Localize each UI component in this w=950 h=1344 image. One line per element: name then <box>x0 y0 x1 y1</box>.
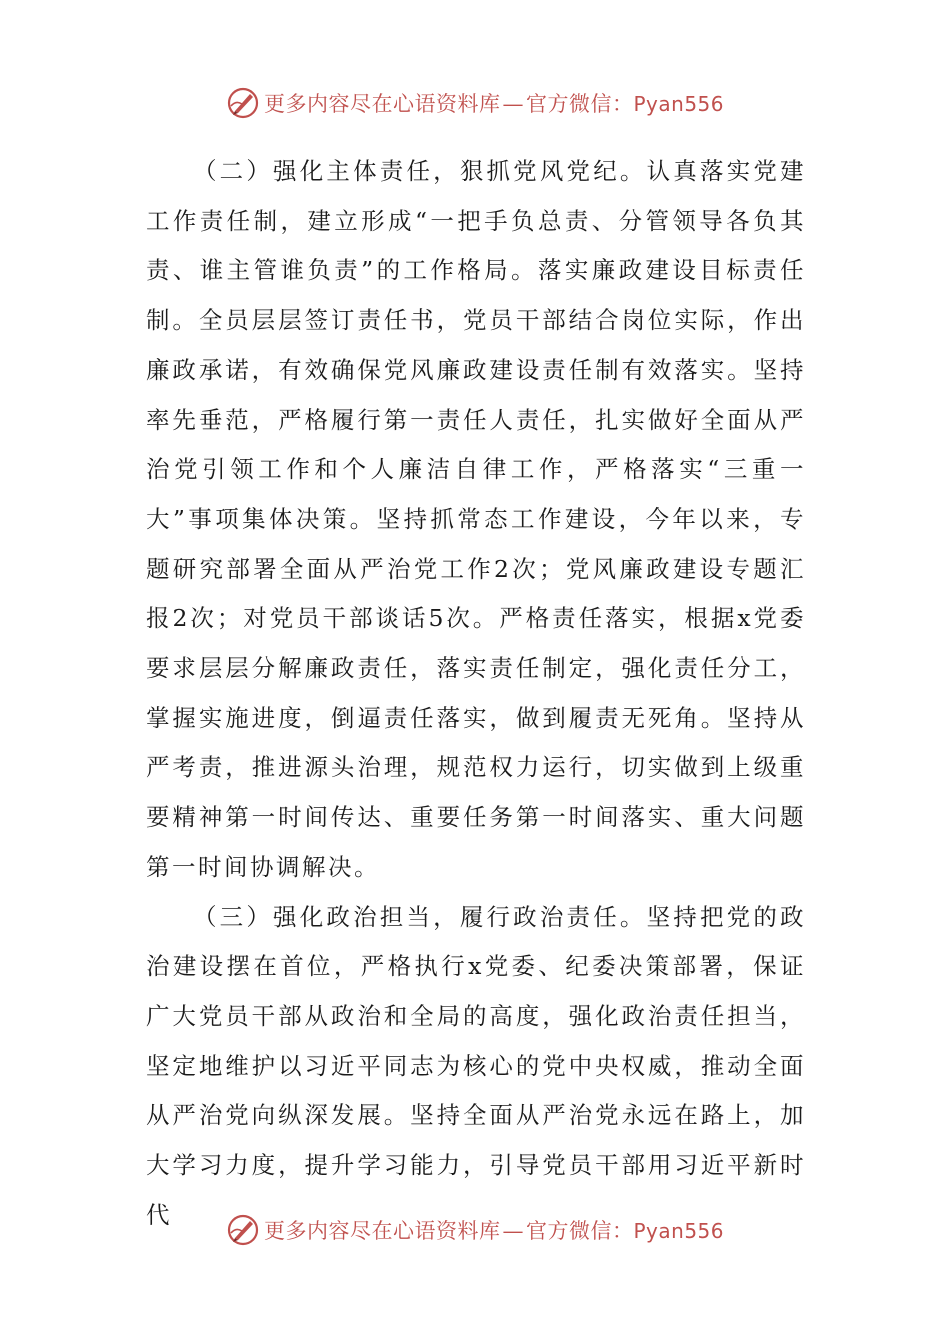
document-body <box>146 147 806 1240</box>
footer-watermark <box>0 1207 950 1253</box>
paragraph-section-3: （三）强化政治担当，履行政治责任。坚持把党的政治建设摆在首位，严格执行x党委、纪委决策部署，保证广大党员干部从政治和全局的高度，强化政治责任担当，坚定地维护以习近平同志为核心的党中央权威，推动全面从严治党向纵深发展。坚持全面从严治党永远在路上，加大学习力度，提升学习能力，引导党员干部用习近平新时代 <box>146 902 806 1229</box>
watermark-wechat-id: Pyan556 <box>633 92 724 116</box>
watermark-separator: — <box>502 1219 524 1243</box>
pen-logo-icon <box>226 86 260 120</box>
header-watermark <box>0 80 950 126</box>
watermark-separator: — <box>502 92 524 116</box>
watermark-wechat-label: 官方微信： <box>525 1219 634 1243</box>
paragraph-section-2: （二）强化主体责任，狠抓党风党纪。认真落实党建工作责任制，建立形成“一把手负总责、分管领导各负其责、谁主管谁负责”的工作格局。落实廉政建设目标责任制。全员层层签订责任书，党员干部结合岗位实际，作出廉政承诺，有效确保党风廉政建设责任制有效落实。坚持率先垂范，严格履行第一责任人责任，扎实做好全面从严治党引领工作和个人廉洁自律工作，严格落实“三重一大”事项集体决策。坚持抓常态工作建设，今年以来，专题研究部署全面从严治党工作2次；党风廉政建设专题汇报2次；对党员干部谈话5次。严格责任落实，根据x党委要求层层分解廉政责任，落实责任制定，强化责任分工，掌握实施进度，倒逼责任落实，做到履责无死角。坚持从严考责，推进源头治理，规范权力运行，切实做到上级重要精神第一时间传达、重要任务第一时间落实、重大问题第一时间协调解决。 <box>146 157 806 881</box>
watermark-wechat-label: 官方微信： <box>525 92 634 116</box>
watermark-site-text: 更多内容尽在心语资料库 <box>263 92 501 116</box>
pen-logo-icon <box>226 1213 260 1247</box>
watermark-wechat-id: Pyan556 <box>633 1219 724 1243</box>
watermark-site-text: 更多内容尽在心语资料库 <box>263 1219 501 1243</box>
